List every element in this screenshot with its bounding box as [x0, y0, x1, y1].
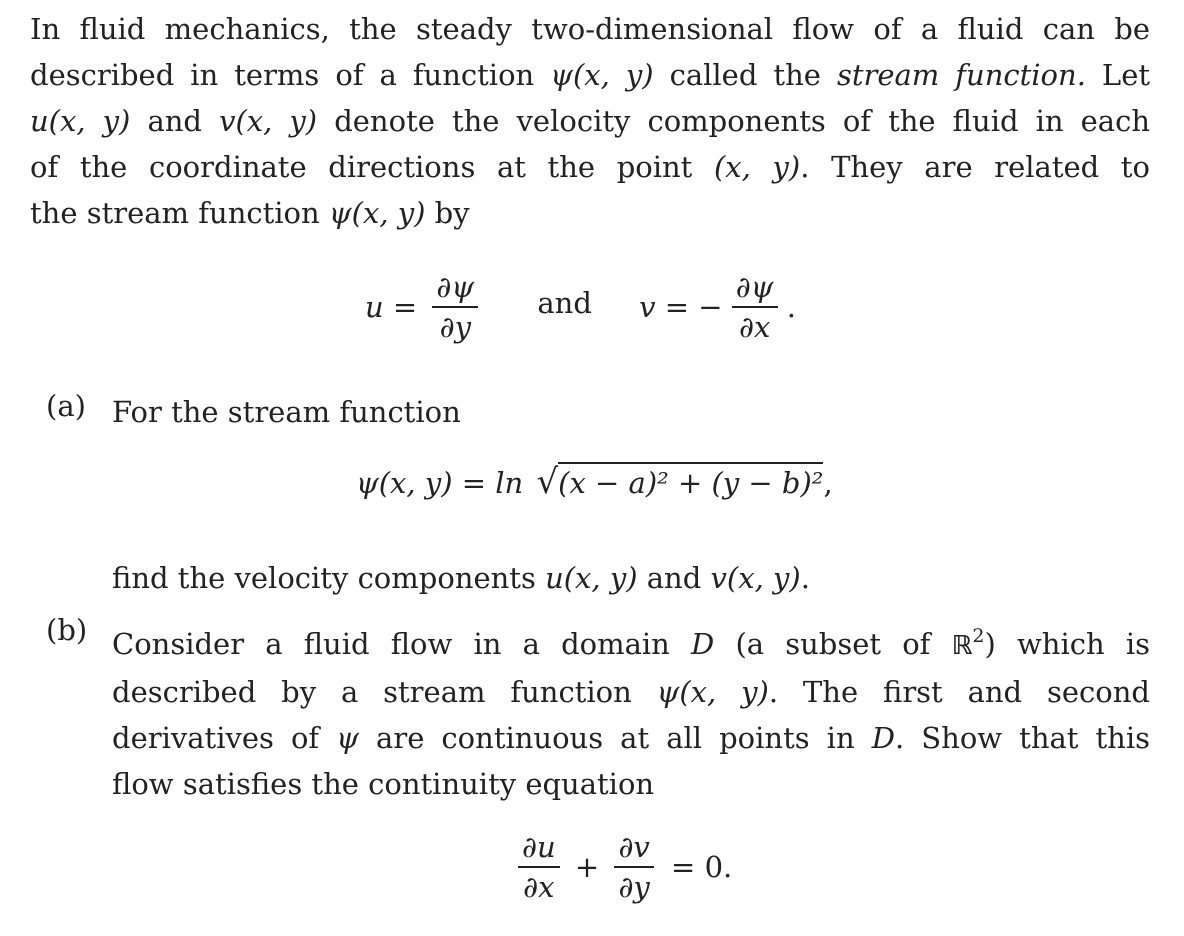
find-text: find the velocity components	[112, 561, 546, 595]
part-a-find	[112, 555, 810, 601]
reals-symbol: ℝ	[951, 631, 973, 661]
equation-lhs: ψ(x, y) = ln	[356, 466, 524, 500]
fraction-numerator: ∂ψ	[432, 268, 478, 308]
part-b-line-3	[112, 715, 1150, 761]
sqrt-radicand: (x − a)² + (y − b)²	[558, 462, 823, 500]
comma: ,	[823, 466, 833, 500]
intro-text: Let	[1085, 58, 1151, 92]
intro-line-3	[30, 98, 1150, 144]
v-equals: v = −	[639, 290, 723, 324]
continuity-equation	[518, 828, 732, 906]
intro-text: and	[130, 104, 220, 138]
velocity-definition-equation	[365, 268, 796, 346]
equals-zero: = 0.	[671, 850, 733, 884]
intro-paragraph	[30, 6, 1150, 236]
part-b-text: described by a stream function	[112, 675, 657, 709]
find-text: .	[800, 561, 810, 595]
fraction-denominator: ∂x	[523, 870, 555, 904]
intro-line-5	[30, 190, 1150, 236]
intro-line-4	[30, 144, 1150, 190]
v-symbol: v(x, y)	[219, 104, 318, 138]
emphasis-stream-function: stream function.	[836, 58, 1086, 92]
part-b-label: (b)	[46, 613, 88, 647]
fraction-dpsi-dx	[732, 268, 778, 346]
and-word: and	[537, 286, 592, 320]
fraction-numerator: ∂v	[614, 828, 653, 868]
intro-text: denote the velocity components of the fluid in each	[317, 104, 1151, 138]
find-text: and	[637, 561, 711, 595]
stream-function-symbol: ψ(x, y)	[328, 196, 426, 230]
stream-function-symbol: ψ(x, y)	[550, 58, 654, 92]
stream-function-symbol: ψ(x, y)	[656, 675, 769, 709]
fraction-denominator: ∂y	[618, 870, 650, 904]
domain-symbol: D	[691, 627, 715, 661]
intro-text: by	[425, 196, 470, 230]
part-b-text: are continuous at all points in	[358, 721, 872, 755]
sqrt-sign: √	[536, 462, 559, 502]
u-equals: u =	[365, 290, 418, 324]
part-b-text: . The first and second	[768, 675, 1150, 709]
part-b-line-1	[112, 613, 1150, 669]
superscript-2: 2	[972, 625, 985, 647]
intro-text: the stream function	[30, 196, 329, 230]
intro-text: of the coordinate directions at the point	[30, 150, 714, 184]
part-a-label: (a)	[46, 389, 86, 423]
domain-symbol: D	[871, 721, 895, 755]
part-a-intro: For the stream function	[112, 395, 461, 429]
intro-text: called the	[653, 58, 837, 92]
part-b-text: ) which is	[984, 627, 1150, 661]
u-symbol: u(x, y)	[30, 104, 131, 138]
part-b-text: (a subset of	[714, 627, 952, 661]
stream-function-equation	[356, 462, 833, 502]
fraction-dv-dy	[614, 828, 653, 906]
part-b-text: Consider a fluid flow in a domain	[112, 627, 692, 661]
psi-symbol: ψ	[336, 721, 359, 755]
fraction-numerator: ∂ψ	[732, 268, 778, 308]
fraction-denominator: ∂y	[439, 310, 471, 344]
intro-line-1: In fluid mechanics, the steady two-dimensional flow of a fluid can be	[30, 12, 1150, 46]
part-b-text: . Show that this	[894, 721, 1150, 755]
intro-text: described in terms of a function	[30, 58, 551, 92]
part-b-text: derivatives of	[112, 721, 337, 755]
part-b-paragraph	[112, 613, 1150, 807]
u-symbol: u(x, y)	[545, 561, 638, 595]
intro-text: . They are related to	[800, 150, 1150, 184]
period: .	[786, 290, 796, 324]
part-b-line-2	[112, 669, 1150, 715]
part-b-line-4: flow satisfies the continuity equation	[112, 767, 655, 801]
fraction-numerator: ∂u	[518, 828, 560, 868]
fraction-denominator: ∂x	[738, 310, 771, 344]
intro-line-2	[30, 52, 1150, 98]
v-symbol: v(x, y)	[710, 561, 801, 595]
plus-sign: +	[574, 850, 600, 884]
point-symbol: (x, y)	[713, 150, 801, 184]
fraction-du-dx	[518, 828, 560, 906]
fraction-dpsi-dy	[432, 268, 478, 346]
